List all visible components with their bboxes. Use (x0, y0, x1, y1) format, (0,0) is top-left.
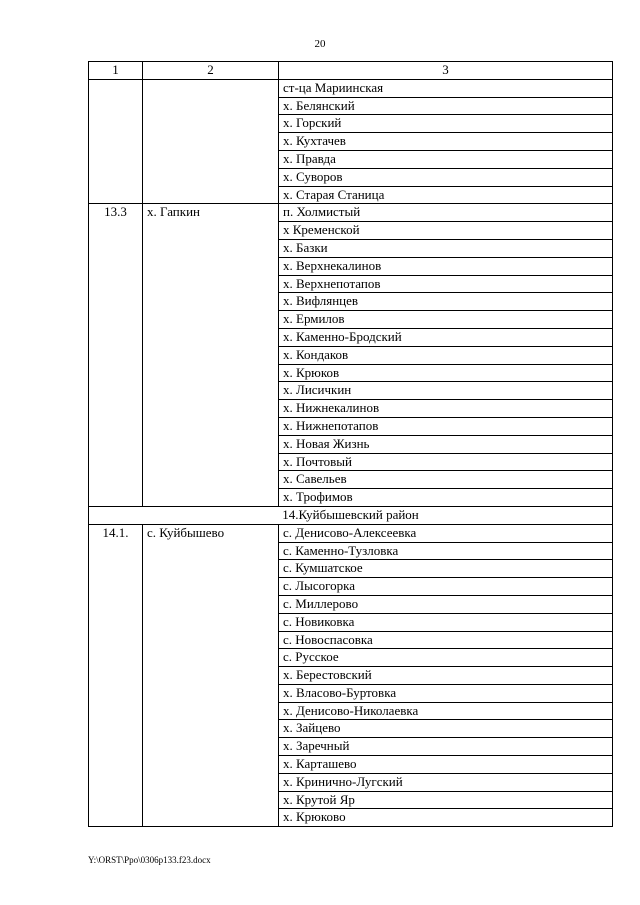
settlement-name: х. Нижнепотапов (279, 417, 613, 435)
header-col-3: 3 (279, 62, 613, 80)
table-body (89, 79, 613, 826)
settlement-name: с. Лысогорка (279, 578, 613, 596)
settlement-name: с. Новоспасовка (279, 631, 613, 649)
settlement-name: х. Старая Станица (279, 186, 613, 204)
settlement-name: х. Карташево (279, 756, 613, 774)
settlement-name: х. Зайцево (279, 720, 613, 738)
settlement-name: х. Горский (279, 115, 613, 133)
settlements-table (88, 61, 613, 827)
settlement-name: с. Кумшатское (279, 560, 613, 578)
settlement-name: с. Денисово-Алексеевка (279, 524, 613, 542)
settlement-name: х. Вифлянцев (279, 293, 613, 311)
settlement-name: с. Новиковка (279, 613, 613, 631)
row-number (89, 79, 143, 204)
page-number: 20 (314, 38, 326, 50)
settlement-name: х. Ермилов (279, 311, 613, 329)
settlement-name: х. Каменно-Бродский (279, 328, 613, 346)
settlement-name: х. Заречный (279, 738, 613, 756)
settlement-name: х. Трофимов (279, 489, 613, 507)
settlement-name: х. Власово-Буртовка (279, 684, 613, 702)
settlement-name: х. Белянский (279, 97, 613, 115)
header-col-1: 1 (89, 62, 143, 80)
settlement-name: с. Каменно-Тузловка (279, 542, 613, 560)
admin-center (143, 79, 279, 204)
header-row (89, 62, 613, 80)
table-row (89, 204, 613, 222)
settlement-name: с. Русское (279, 649, 613, 667)
settlement-name: х. Базки (279, 239, 613, 257)
admin-center: х. Гапкин (143, 204, 279, 507)
settlement-name: х. Верхнекалинов (279, 257, 613, 275)
settlement-name: х. Кондаков (279, 346, 613, 364)
footer-file-path: Y:\ORST\Ppo\0306p133.f23.docx (88, 855, 211, 865)
settlement-name: х. Верхнепотапов (279, 275, 613, 293)
table-row (89, 524, 613, 542)
settlement-name: п. Холмистый (279, 204, 613, 222)
settlement-name: х. Суворов (279, 168, 613, 186)
settlement-name: х. Крутой Яр (279, 791, 613, 809)
settlement-name: х Кременской (279, 222, 613, 240)
settlement-name: х. Кринично-Лугский (279, 773, 613, 791)
settlement-name: х. Правда (279, 150, 613, 168)
settlement-name: х. Почтовый (279, 453, 613, 471)
settlement-name: х. Лисичкин (279, 382, 613, 400)
settlement-name: х. Кухтачев (279, 133, 613, 151)
settlement-name: с. Миллерово (279, 595, 613, 613)
admin-center: с. Куйбышево (143, 524, 279, 827)
settlement-name: х. Нижнекалинов (279, 400, 613, 418)
settlement-name: ст-ца Мариинская (279, 79, 613, 97)
section-title: 14.Куйбышевский район (89, 506, 613, 524)
settlement-name: х. Савельев (279, 471, 613, 489)
settlement-name: х. Крюков (279, 364, 613, 382)
row-number: 13.3 (89, 204, 143, 507)
table-row (89, 79, 613, 97)
header-col-2: 2 (143, 62, 279, 80)
settlement-name: х. Берестовский (279, 667, 613, 685)
row-number: 14.1. (89, 524, 143, 827)
settlement-name: х. Новая Жизнь (279, 435, 613, 453)
section-row (89, 506, 613, 524)
settlement-name: х. Крюково (279, 809, 613, 827)
settlement-name: х. Денисово-Николаевка (279, 702, 613, 720)
